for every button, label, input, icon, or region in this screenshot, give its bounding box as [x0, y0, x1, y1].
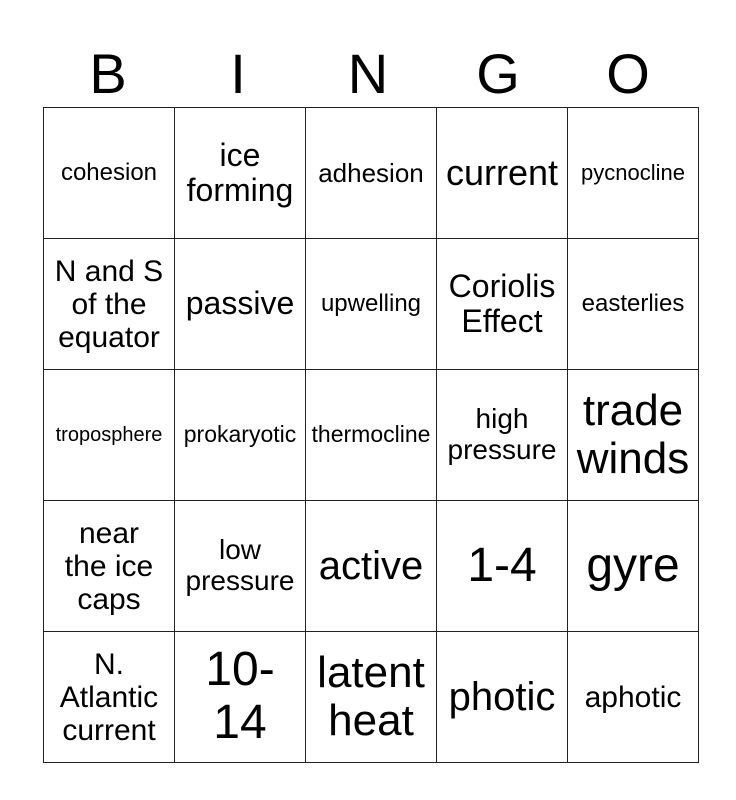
grid-cell — [437, 370, 568, 501]
grid-cell — [568, 501, 699, 632]
grid-cell — [175, 239, 306, 370]
grid-cell — [44, 370, 175, 501]
header-letter-n: N — [347, 42, 389, 105]
grid-cell — [568, 108, 699, 239]
grid-cell — [568, 239, 699, 370]
grid-row — [44, 370, 699, 501]
cell-text: passive — [185, 285, 295, 322]
grid-cell — [437, 108, 568, 239]
cell-text: thermocline — [311, 421, 431, 448]
cell-text: ice forming — [186, 136, 294, 208]
grid-cell — [175, 501, 306, 632]
grid-cell — [437, 239, 568, 370]
cell-text: adhesion — [318, 157, 424, 188]
cell-text: latent heat — [317, 647, 425, 745]
header-letter-g: G — [476, 42, 520, 105]
grid-cell — [306, 370, 437, 501]
grid-cell — [306, 632, 437, 763]
grid-cell — [44, 239, 175, 370]
grid-cell — [44, 501, 175, 632]
cell-text: upwelling — [320, 289, 422, 317]
cell-text: high pressure — [447, 403, 557, 465]
grid-cell — [175, 370, 306, 501]
cell-text: gyre — [586, 538, 680, 592]
grid-cell — [306, 239, 437, 370]
bingo-header — [43, 42, 693, 106]
grid-cell — [175, 108, 306, 239]
cell-text: 1-4 — [467, 538, 537, 592]
grid-cell — [44, 108, 175, 239]
cell-text: pycnocline — [581, 159, 685, 185]
cell-text: near the ice caps — [64, 516, 154, 616]
grid-cell — [568, 632, 699, 763]
cell-text: trade winds — [576, 385, 690, 483]
header-letter-b: B — [89, 42, 127, 105]
cell-text: easterlies — [581, 289, 685, 317]
cell-text: N and S of the equator — [54, 254, 164, 354]
cell-text: N. Atlantic current — [59, 647, 159, 747]
grid-cell — [175, 632, 306, 763]
cell-text: aphotic — [584, 680, 682, 714]
cell-text: prokaryotic — [183, 421, 297, 448]
grid-cell — [437, 632, 568, 763]
header-letter-o: O — [606, 42, 650, 105]
cell-text: cohesion — [60, 158, 158, 186]
cell-text: Coriolis Effect — [448, 267, 556, 339]
cell-text: troposphere — [55, 424, 163, 446]
cell-text: photic — [448, 675, 556, 719]
grid-cell — [44, 632, 175, 763]
grid-row — [44, 108, 699, 239]
bingo-grid — [43, 107, 699, 763]
cell-text: current — [445, 152, 559, 194]
cell-text: active — [318, 544, 424, 588]
grid-row — [44, 239, 699, 370]
grid-cell — [306, 108, 437, 239]
grid-cell — [437, 501, 568, 632]
cell-text: 10- 14 — [205, 643, 275, 749]
grid-cell — [568, 370, 699, 501]
header-letter-i: I — [230, 42, 246, 105]
grid-row — [44, 501, 699, 632]
cell-text: low pressure — [185, 534, 295, 596]
grid-row — [44, 632, 699, 763]
grid-cell — [306, 501, 437, 632]
